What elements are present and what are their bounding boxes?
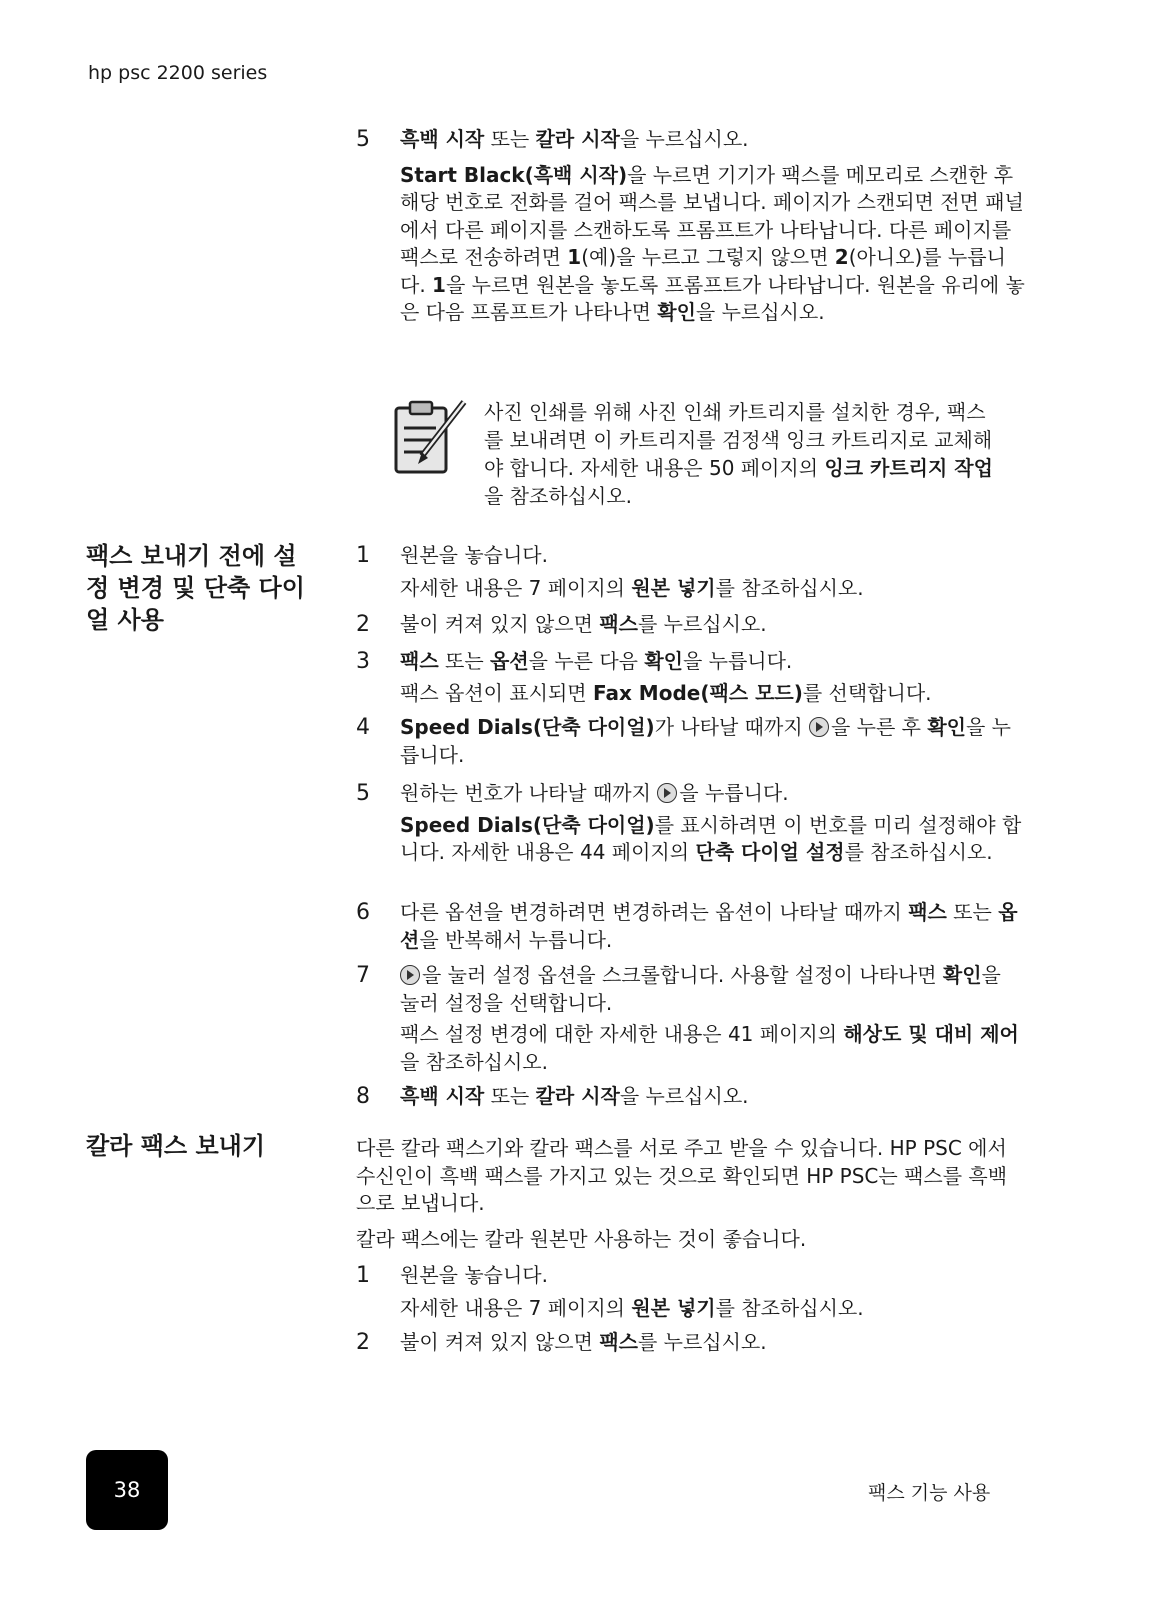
right-arrow-button-icon xyxy=(400,965,420,985)
step-text: 불이 켜져 있지 않으면 팩스를 누르십시오. xyxy=(400,612,767,636)
step-detail: 자세한 내용은 7 페이지의 원본 넣기를 참조하십시오. xyxy=(400,575,864,600)
note xyxy=(392,398,1032,508)
step-text: 팩스 또는 옵션을 누른 다음 확인을 누릅니다. xyxy=(400,649,793,673)
text: 을 누르십시오. xyxy=(619,127,749,151)
step-2 xyxy=(356,611,1026,639)
section-title-color-fax: 칼라 팩스 보내기 xyxy=(86,1132,265,1160)
step-number: 2 xyxy=(356,1330,370,1355)
step-text: 흑백 시작 또는 칼라 시작을 누르십시오. xyxy=(400,1084,749,1108)
step-number: 3 xyxy=(356,649,370,674)
bold-text: 칼라 시작 xyxy=(535,127,620,151)
step-detail: Speed Dials(단축 다이얼)를 표시하려면 이 번호를 미리 설정해야 합니다. 자세한 내용은 44 페이지의 단축 다이얼 설정를 참조하십시오. xyxy=(400,812,1022,864)
bold-text: 흑백 시작 xyxy=(400,127,485,151)
color-step-1 xyxy=(356,1262,1026,1322)
step-detail: Start Black(흑백 시작)을 누르면 기기가 팩스를 메모리로 스캔한 후 해당 번호로 전화를 걸어 팩스를 보냅니다. 페이지가 스캔되면 전면 패널에서 다른 페이지를 스캔하도록 프롬프트가 나타납니다. 다른 페이지를 팩스로 전송하려면 1(예)을 누르고 그렇지 않으면 2(아니오)를 누릅니다. 1을 누르면 원본을 놓도록 프롬프트가 나타납니다. 원본을 유리에 놓은 다음 프롬프트가 나타나면 확인을 누르십시오. xyxy=(400,162,1025,324)
step-detail: 자세한 내용은 7 페이지의 원본 넣기를 참조하십시오. xyxy=(400,1295,864,1320)
step-number: 4 xyxy=(356,715,370,740)
footer-section-name: 팩스 기능 사용 xyxy=(868,1482,991,1504)
step-text: 불이 켜져 있지 않으면 팩스를 누르십시오. xyxy=(400,1330,767,1354)
step-number: 8 xyxy=(356,1084,370,1109)
step-text: 원하는 번호가 나타날 때까지 을 누릅니다. xyxy=(400,781,789,805)
step-3 xyxy=(356,648,1026,707)
right-arrow-button-icon xyxy=(809,717,829,737)
step-text: 을 눌러 설정 옵션을 스크롤합니다. 사용할 설정이 나타나면 확인을 눌러 설정을 선택합니다. xyxy=(400,963,1001,1015)
intro-paragraph: 칼라 팩스에는 칼라 원본만 사용하는 것이 좋습니다. xyxy=(356,1226,807,1251)
step-number: 7 xyxy=(356,963,370,988)
step-7 xyxy=(356,962,1026,1076)
step-number: 2 xyxy=(356,612,370,637)
step-number: 5 xyxy=(356,127,370,152)
step-1 xyxy=(356,542,1026,602)
step-number: 1 xyxy=(356,543,370,568)
page-number: 38 xyxy=(113,1478,141,1502)
step-8 xyxy=(356,1083,1026,1111)
step-number: 1 xyxy=(356,1263,370,1288)
step-text: 원본을 놓습니다. xyxy=(400,1263,548,1287)
step-5 xyxy=(356,780,1026,867)
page-number-badge xyxy=(86,1450,168,1530)
section-intro xyxy=(356,1135,1016,1253)
step-6 xyxy=(356,899,1026,954)
running-header: hp psc 2200 series xyxy=(88,62,268,84)
step-text: 다른 옵션을 변경하려면 변경하려는 옵션이 나타날 때까지 팩스 또는 옵션을 반복해서 누릅니다. xyxy=(400,900,1018,952)
step-5-top xyxy=(356,126,1026,335)
step-text: Speed Dials(단축 다이얼)가 나타날 때까지 을 누른 후 확인을 누릅니다. xyxy=(400,715,1011,767)
step-4 xyxy=(356,714,1026,769)
step-number: 5 xyxy=(356,781,370,806)
step-number: 6 xyxy=(356,900,370,925)
step-detail: 팩스 옵션이 표시되면 Fax Mode(팩스 모드)를 선택합니다. xyxy=(400,680,932,705)
color-step-2 xyxy=(356,1329,1026,1357)
intro-paragraph: 다른 칼라 팩스기와 칼라 팩스를 서로 주고 받을 수 있습니다. HP PSC 에서 수신인이 흑백 팩스를 가지고 있는 것으로 확인되면 HP PSC는 팩스를 흑백으로 보냅니다. xyxy=(356,1136,1008,1215)
step-text: 원본을 놓습니다. xyxy=(400,543,548,567)
step-detail: 팩스 설정 변경에 대한 자세한 내용은 41 페이지의 해상도 및 대비 제어을 참조하십시오. xyxy=(400,1022,1019,1074)
notepad-pencil-icon xyxy=(392,398,470,478)
section-title-speed-dial: 팩스 보내기 전에 설정 변경 및 단축 다이얼 사용 xyxy=(86,542,305,634)
text: 또는 xyxy=(484,127,536,151)
right-arrow-button-icon xyxy=(657,783,677,803)
note-text: 사진 인쇄를 위해 사진 인쇄 카트리지를 설치한 경우, 팩스를 보내려면 이 카트리지를 검정색 잉크 카트리지로 교체해야 합니다. 자세한 내용은 50 페이지의 잉크 카트리지 작업을 참조하십시오. xyxy=(484,400,993,508)
